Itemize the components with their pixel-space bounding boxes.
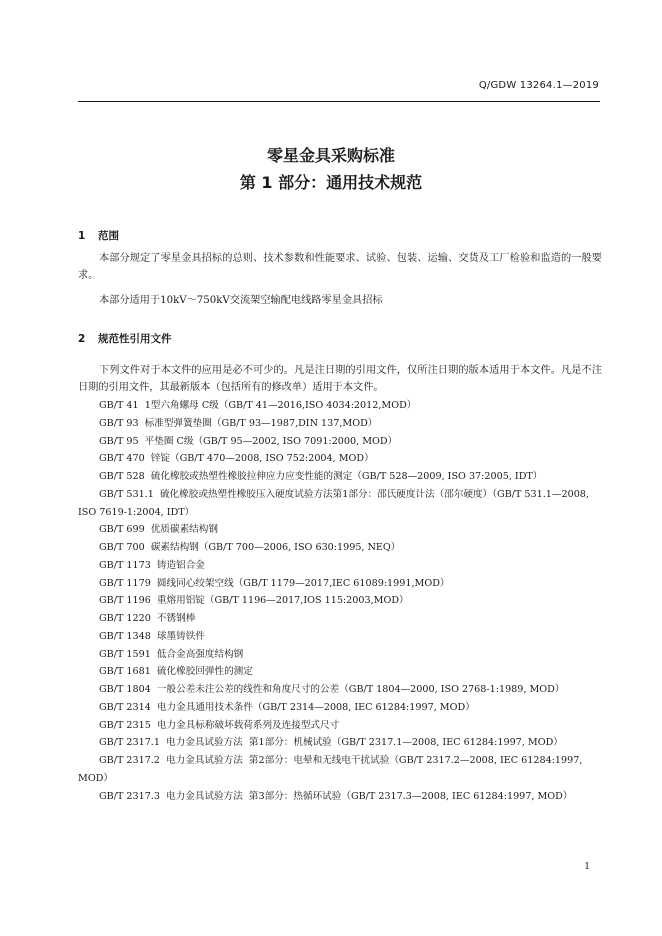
reference-item: GB/T 1173 铸造铝合金 (99, 559, 205, 571)
reference-item: GB/T 700 碳素结构钢（GB/T 700—2006, ISO 630:1995, NEQ） (99, 542, 401, 553)
section-2-heading (78, 331, 172, 346)
scope-paragraph-1: 本部分规定了零星金具招标的总则、技术参数和性能要求、试验、包装、运输、交货及工厂检验和监造的一般要求。 (78, 253, 602, 281)
document-code: Q/GDW 13264.1—2019 (478, 80, 599, 91)
reference-item: GB/T 470 锌锭（GB/T 470—2008, ISO 752:2004, MOD） (99, 453, 374, 465)
reference-item: GB/T 1179 圆线同心绞架空线（GB/T 1179—2017,IEC 61089:1991,MOD） (99, 577, 450, 589)
section-1-heading (78, 228, 119, 243)
section-2-title: 规范性引用文件 (98, 333, 172, 345)
reference-item: GB/T 528 硫化橡胶或热塑性橡胶拉伸应力应变性能的测定（GB/T 528—2009, ISO 37:2005, IDT） (99, 471, 543, 482)
reference-item: GB/T 1591 低合金高强度结构钢 (99, 648, 244, 660)
page-number: 1 (584, 862, 590, 872)
reference-item: GB/T 1804 一般公差未注公差的线性和角度尺寸的公差（GB/T 1804—2000, ISO 2768-1:1989, MOD） (99, 684, 565, 695)
scope-paragraph-2: 本部分适用于10kV～750kV交流架空输配电线路零星金具招标 (99, 295, 383, 306)
reference-item: GB/T 1681 硫化橡胶回弹性的测定 (99, 666, 253, 678)
reference-item: GB/T 1196 重熔用铝锭（GB/T 1196—2017,IOS 115:2003,MOD） (99, 595, 409, 607)
reference-item: GB/T 1220 不锈钢棒 (99, 613, 196, 624)
reference-item: GB/T 2317.2 电力金具试验方法 第2部分：电晕和无线电干扰试验（GB/T 2317.2—2008, IEC 61284:1997, MOD） (78, 755, 586, 784)
section-1-number: 1 (78, 230, 86, 242)
reference-item: GB/T 2315 电力金具标称破坏载荷系列及连接型式尺寸 (99, 719, 340, 731)
reference-item: GB/T 1348 球墨铸铁件 (99, 630, 205, 642)
section-1-title: 范围 (98, 230, 119, 242)
section-2-number: 2 (78, 333, 86, 345)
reference-item: GB/T 699 优质碳素结构钢 (99, 524, 218, 536)
header-rule (78, 101, 600, 102)
reference-item: GB/T 531.1 硫化橡胶或热塑性橡胶压入硬度试验方法第1部分：邵氏硬度计法（邵尔硬度）（GB/T 531.1—2008, ISO 7619-1:2004, IDT） (78, 488, 593, 518)
references-intro: 下列文件对于本文件的应用是必不可少的。凡是注日期的引用文件，仅所注日期的版本适用于本文件。凡是不注日期的引用文件，其最新版本（包括所有的修改单）适用于本文件。 (78, 365, 602, 393)
reference-item: GB/T 2317.1 电力金具试验方法 第1部分：机械试验（GB/T 2317.1—2008, IEC 61284:1997, MOD） (99, 737, 563, 749)
reference-item: GB/T 93 标准型弹簧垫圈（GB/T 93—1987,DIN 137,MOD） (99, 417, 378, 429)
document-subtitle: 第 1 部分：通用技术规范 (239, 173, 423, 192)
document-title: 零星金具采购标准 (266, 146, 395, 165)
reference-item: GB/T 95 平垫圈 C级（GB/T 95—2002, ISO 7091:2000, MOD） (99, 435, 398, 447)
reference-item: GB/T 41 1型六角螺母 C级（GB/T 41—2016,ISO 4034:2012,MOD） (99, 400, 417, 411)
reference-list (78, 397, 602, 805)
reference-item: GB/T 2317.3 电力金具试验方法 第3部分：热循环试验（GB/T 2317.3—2008, IEC 61284:1997, MOD） (99, 790, 573, 802)
reference-item: GB/T 2314 电力金具通用技术条件（GB/T 2314—2008, IEC 61284:1997, MOD） (99, 701, 475, 713)
